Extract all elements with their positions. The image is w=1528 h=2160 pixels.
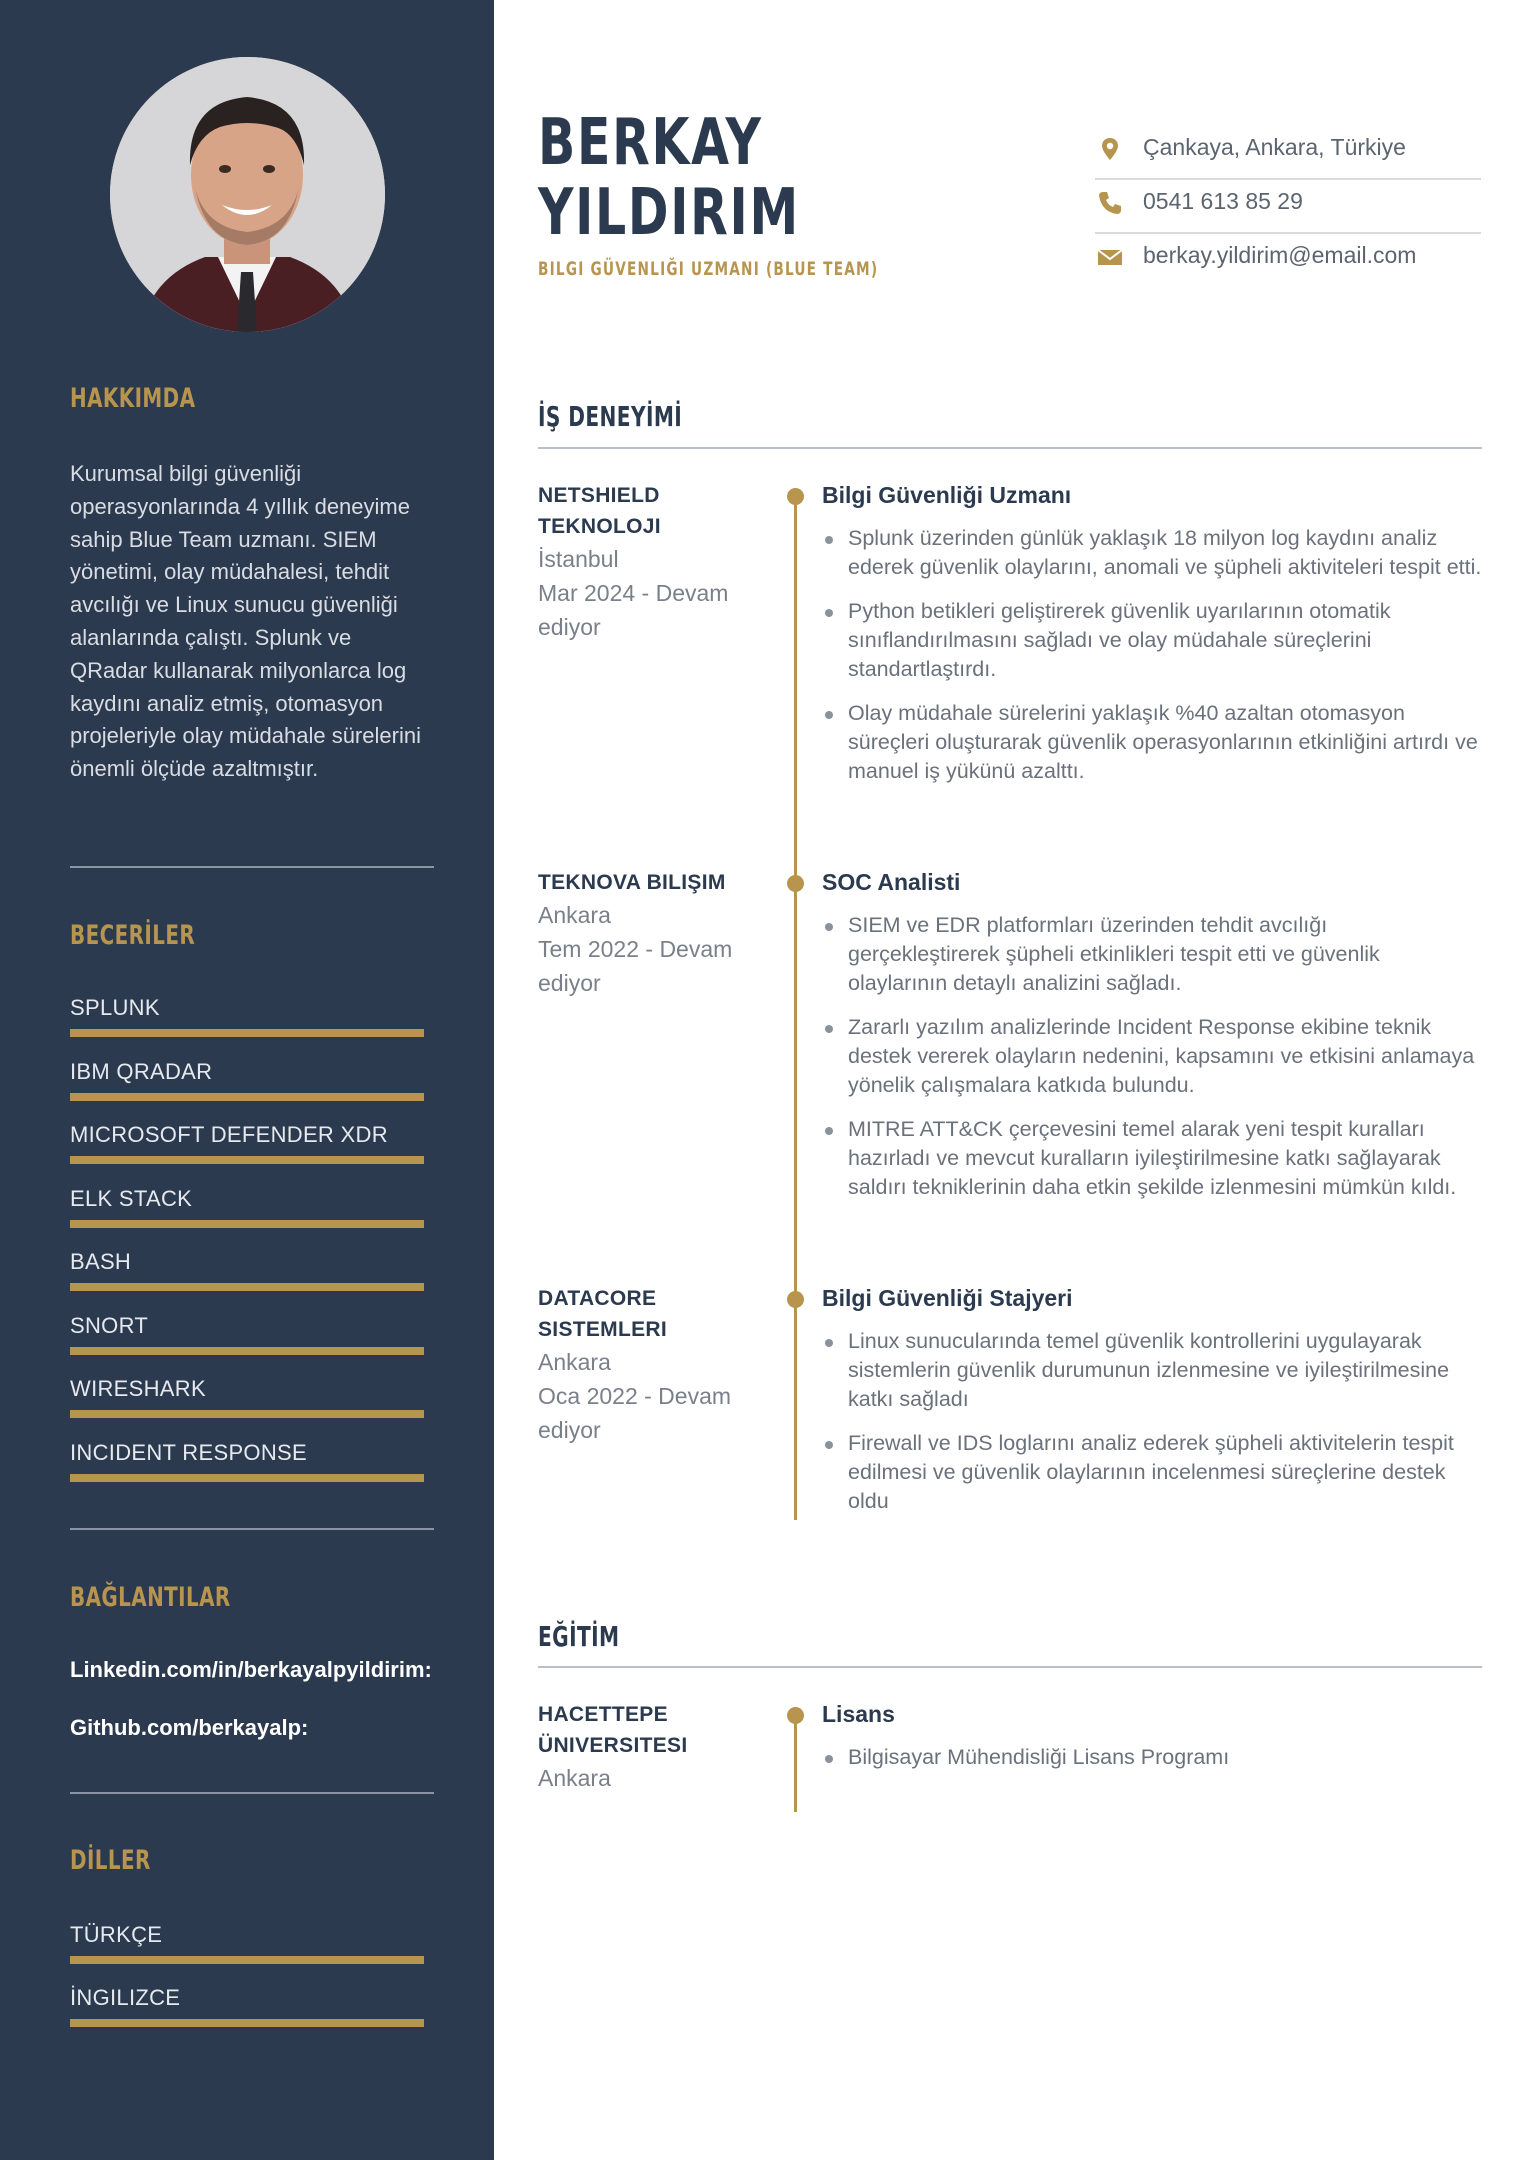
entry-meta bbox=[538, 1283, 768, 1447]
school-location: Ankara bbox=[538, 1765, 611, 1791]
skill-bar bbox=[70, 1029, 424, 1037]
entry-details bbox=[822, 867, 1482, 1217]
language-label: İNGILIZCE bbox=[70, 1985, 181, 2010]
timeline-dot bbox=[787, 488, 804, 505]
skill-item bbox=[70, 1313, 424, 1355]
experience-timeline bbox=[794, 490, 797, 1520]
entry-details bbox=[822, 1699, 1482, 1787]
sidebar bbox=[0, 0, 494, 2160]
language-item bbox=[70, 1985, 424, 2027]
degree-title: Lisans bbox=[822, 1701, 895, 1727]
skill-item bbox=[70, 995, 424, 1037]
skill-item bbox=[70, 1059, 424, 1101]
sidebar-divider bbox=[70, 1792, 434, 1794]
phone-text: 0541 613 85 29 bbox=[1143, 188, 1303, 214]
responsibility-list bbox=[822, 524, 1482, 786]
skill-item bbox=[70, 1440, 424, 1482]
about-heading: HAKKIMDA bbox=[70, 383, 196, 414]
entry-meta bbox=[538, 867, 768, 1000]
timeline-dot bbox=[787, 875, 804, 892]
links-heading: BAĞLANTILAR bbox=[70, 1582, 231, 1613]
skill-label: SPLUNK bbox=[70, 995, 160, 1020]
location-pin-icon bbox=[1095, 134, 1125, 164]
skill-item bbox=[70, 1186, 424, 1228]
profile-photo bbox=[110, 57, 385, 332]
language-bar bbox=[70, 2019, 424, 2027]
timeline-dot bbox=[787, 1291, 804, 1308]
responsibility-item: Zararlı yazılım analizlerinde Incident Response ekibine teknik destek vererek olayların nedenini, kapsamını ve etkisini anlamaya yönelik çalışmalara katkıda bulundu. bbox=[822, 1013, 1482, 1100]
mail-icon bbox=[1095, 242, 1125, 272]
sidebar-divider bbox=[70, 1528, 434, 1530]
skills-heading: BECERİLER bbox=[70, 920, 196, 951]
responsibility-item: Python betikleri geliştirerek güvenlik uyarılarının otomatik sınıflandırılmasını sağladı ve olay müdahale süreçlerini standartlaştırdı. bbox=[822, 597, 1482, 684]
employment-dates: Tem 2022 - Devam ediyor bbox=[538, 936, 733, 996]
company-location: Ankara bbox=[538, 902, 611, 928]
skill-item bbox=[70, 1376, 424, 1418]
employment-dates: Oca 2022 - Devam ediyor bbox=[538, 1383, 732, 1443]
responsibility-list bbox=[822, 911, 1482, 1202]
company-name: TEKNOVA BILIŞIM bbox=[538, 871, 726, 894]
email-text: berkay.yildirim@email.com bbox=[1143, 242, 1417, 268]
last-name: YILDIRIM bbox=[538, 176, 800, 250]
skill-label: BASH bbox=[70, 1249, 132, 1274]
first-name: BERKAY bbox=[538, 106, 763, 180]
skill-bar bbox=[70, 1347, 424, 1355]
school-name: HACETTEPE ÜNIVERSITESI bbox=[538, 1703, 688, 1757]
language-item bbox=[70, 1922, 424, 1964]
role-title: Bilgi Güvenliği Uzmanı bbox=[822, 482, 1072, 508]
skill-label: ELK STACK bbox=[70, 1186, 193, 1211]
entry-meta bbox=[538, 480, 768, 644]
entry-details bbox=[822, 1283, 1482, 1531]
experience-divider bbox=[538, 447, 1482, 449]
skill-bar bbox=[70, 1474, 424, 1482]
education-detail-item: Bilgisayar Mühendisliği Lisans Programı bbox=[822, 1743, 1482, 1772]
employment-dates: Mar 2024 - Devam ediyor bbox=[538, 580, 729, 640]
company-name: DATACORE SISTEMLERI bbox=[538, 1287, 668, 1341]
responsibility-item: Linux sunucularında temel güvenlik kontrollerini uygulayarak sistemlerin güvenlik durumunun izlenmesine ve iyileştirilmesine katkı sağladı bbox=[822, 1327, 1482, 1414]
role-title: Bilgi Güvenliği Stajyeri bbox=[822, 1285, 1073, 1311]
contact-phone bbox=[1095, 180, 1481, 234]
skill-bar bbox=[70, 1156, 424, 1164]
skill-item bbox=[70, 1249, 424, 1291]
contact-location bbox=[1095, 126, 1481, 180]
responsibility-item: Olay müdahale sürelerini yaklaşık %40 azaltan otomasyon süreçleri oluşturarak güvenlik operasyonlarının etkinliğini artırdı ve manuel iş yükünü azalttı. bbox=[822, 699, 1482, 786]
responsibility-item: MITRE ATT&CK çerçevesini temel alarak yeni tespit kuralları hazırladı ve mevcut kuralların iyileştirilmesine katkı sağlayarak saldırı tekniklerinin daha etkin şekilde izlenmesini mümkün kıldı. bbox=[822, 1115, 1482, 1202]
skill-label: WIRESHARK bbox=[70, 1376, 206, 1401]
education-detail-list bbox=[822, 1743, 1482, 1772]
responsibility-item: Splunk üzerinden günlük yaklaşık 18 milyon log kaydını analiz ederek güvenlik olaylarını, anomali ve şüpheli aktiviteleri tespit etti. bbox=[822, 524, 1482, 582]
sidebar-divider bbox=[70, 866, 434, 868]
skill-bar bbox=[70, 1283, 424, 1291]
entry-details bbox=[822, 480, 1482, 801]
full-name bbox=[538, 108, 800, 248]
skill-label: MICROSOFT DEFENDER XDR bbox=[70, 1122, 388, 1147]
skill-bar bbox=[70, 1220, 424, 1228]
skill-label: INCIDENT RESPONSE bbox=[70, 1440, 307, 1465]
role-title: SOC Analisti bbox=[822, 869, 961, 895]
company-location: Ankara bbox=[538, 1349, 611, 1375]
github-link[interactable]: Github.com/berkayalp: bbox=[70, 1715, 309, 1740]
skill-bar bbox=[70, 1093, 424, 1101]
entry-meta bbox=[538, 1699, 768, 1795]
skill-label: SNORT bbox=[70, 1313, 149, 1338]
responsibility-item: Firewall ve IDS loglarını analiz ederek şüpheli aktivitelerin tespit edilmesi ve güvenlik olaylarının incelenmesi süreçlerine destek oldu bbox=[822, 1429, 1482, 1516]
phone-icon bbox=[1095, 188, 1125, 218]
company-name: NETSHIELD TEKNOLOJI bbox=[538, 484, 661, 538]
education-divider bbox=[538, 1666, 1482, 1668]
contact-email bbox=[1095, 234, 1481, 288]
skill-item bbox=[70, 1122, 424, 1164]
portrait-image bbox=[110, 57, 385, 332]
location-text: Çankaya, Ankara, Türkiye bbox=[1143, 134, 1406, 160]
job-title: BILGI GÜVENLIĞI UZMANI (BLUE TEAM) bbox=[538, 258, 879, 280]
skill-bar bbox=[70, 1410, 424, 1418]
responsibility-list bbox=[822, 1327, 1482, 1516]
linkedin-link[interactable]: Linkedin.com/in/berkayalpyildirim: bbox=[70, 1657, 432, 1682]
education-heading: EĞİTİM bbox=[538, 1620, 620, 1653]
language-label: TÜRKÇE bbox=[70, 1922, 163, 1947]
responsibility-item: SIEM ve EDR platformları üzerinden tehdit avcılığı gerçekleştirerek şüpheli etkinlikleri tespit etti ve güvenlik olaylarının detaylı analizini sağladı. bbox=[822, 911, 1482, 998]
experience-heading: İŞ DENEYİMİ bbox=[538, 400, 683, 433]
timeline-dot bbox=[787, 1707, 804, 1724]
company-location: İstanbul bbox=[538, 546, 619, 572]
skill-label: IBM QRADAR bbox=[70, 1059, 213, 1084]
language-bar bbox=[70, 1956, 424, 1964]
about-text: Kurumsal bilgi güvenliği operasyonlarında 4 yıllık deneyime sahip Blue Team uzmanı. SIEM yönetimi, olay müdahalesi, tehdit avcılığı ve Linux sunucu güvenliği alanlarında çalıştı. Splunk ve QRadar kullanarak milyonlarca log kaydını analiz etmiş, otomasyon projeleriyle olay müdahale sürelerini önemli ölçüde azaltmıştır. bbox=[70, 461, 421, 782]
languages-heading: DİLLER bbox=[70, 1845, 151, 1876]
